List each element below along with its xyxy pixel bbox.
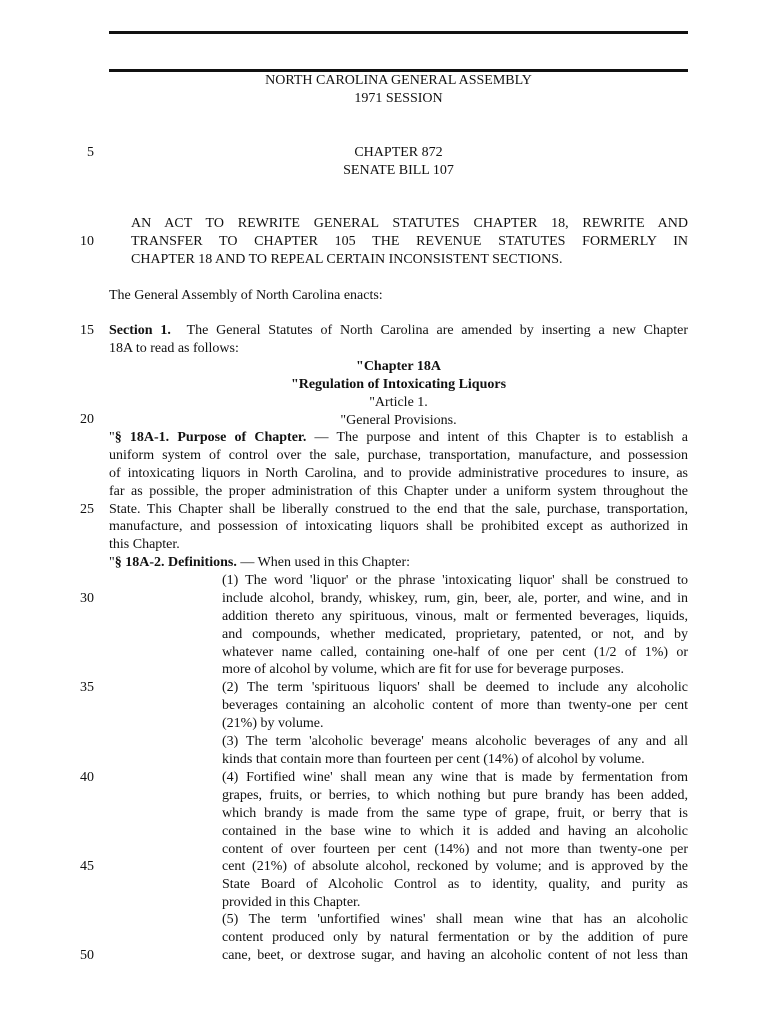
section-18a-1: [109, 429, 688, 572]
definition-line: (4) Fortified wine' shall mean any wine that is made by fermentation from: [222, 770, 688, 785]
definition-item-1: [222, 572, 688, 679]
regulation-heading: "Regulation of Intoxicating Liquors: [290, 376, 507, 392]
top-rule: [109, 31, 688, 34]
line-number: 10: [80, 234, 94, 249]
section-18a-1-line: of intoxicating liquors in North Carolina, and to provide administrative procedures to insure, as: [109, 465, 688, 481]
definition-line: whatever name called, containing one-half of one per cent (1/2 of 1%) or: [222, 644, 688, 660]
definition-line: addition thereto any spirituous, vinous, malt or fermented beverages, liquids,: [222, 608, 688, 624]
definition-line: more of alcohol by volume, which are fit for use for beverage purposes.: [222, 662, 624, 678]
definition-item-5: [222, 911, 688, 965]
section-1: [109, 322, 688, 358]
definition-line: (3) The term 'alcoholic beverage' means alcoholic beverages of any and all: [222, 734, 688, 749]
section-1-line: 18A to read as follows:: [109, 340, 239, 356]
section-18a-1-line: this Chapter.: [109, 537, 180, 553]
section-18a-1-text: — The purpose and intent of this Chapter is to establish a: [306, 430, 689, 445]
session-title: 1971 SESSION: [354, 91, 443, 106]
line-number: 15: [80, 323, 94, 338]
section-1-label: Section 1.: [109, 323, 171, 338]
line-number: 20: [80, 412, 94, 427]
line-number: 25: [80, 502, 94, 517]
line-number: 30: [80, 591, 94, 606]
definition-line: (5) The term 'unfortified wines' shall mean wine that has an alcoholic: [222, 912, 688, 927]
definition-line: grapes, fruits, or berries, to which nothing but pure brandy has been added,: [222, 787, 688, 803]
definition-line: content produced only by natural fermentation or by the addition of pure: [222, 929, 688, 945]
definition-line: (1) The word 'liquor' or the phrase 'intoxicating liquor' shall be construed to: [222, 573, 688, 588]
section-1-text: The General Statutes of North Carolina are amended by inserting a new Chapter: [186, 323, 688, 338]
definition-item-2: [222, 679, 688, 733]
definition-line: (21%) by volume.: [222, 715, 324, 731]
act-title-line: AN ACT TO REWRITE GENERAL STATUTES CHAPTER 18, REWRITE AND: [131, 216, 688, 231]
line-number: 5: [87, 145, 94, 160]
general-provisions-heading: "General Provisions.: [340, 412, 457, 428]
chapter-heading: "Chapter 18A: [356, 359, 441, 374]
assembly-title: NORTH CAROLINA GENERAL ASSEMBLY: [265, 73, 532, 88]
section-18a-1-line: far as possible, the proper administration of this Chapter under a uniform system throughout the: [109, 483, 688, 499]
chapter-title: CHAPTER 872: [354, 145, 443, 160]
quote-mark: ": [109, 555, 115, 571]
definition-line: State Board of Alcoholic Control as to identity, quality, and purity as: [222, 877, 688, 893]
line-number: 40: [80, 770, 94, 785]
line-number: 35: [80, 680, 94, 695]
section-18a-2-line: [109, 554, 688, 572]
enacting-clause: The General Assembly of North Carolina enacts:: [109, 288, 383, 303]
section-18a-1-line: manufacture, and possession of intoxicating liquors shall be prohibited except as authorized in: [109, 519, 688, 535]
definition-line: (2) The term 'spirituous liquors' shall be deemed to include any alcoholic: [222, 680, 688, 695]
definition-line: kinds that contain more than fourteen per cent (14%) of alcohol by volume.: [222, 751, 645, 767]
act-title: [131, 215, 688, 269]
definition-item-4: [222, 769, 688, 912]
section-18a-2-label: § 18A-2. Definitions.: [114, 555, 237, 571]
definition-line: and compounds, whether medicated, proprietary, patented, or not, and by: [222, 626, 688, 642]
definition-item-3: [222, 733, 688, 769]
definition-line: content of over fourteen per cent (14%) and not more than twenty-one per: [222, 841, 688, 857]
definition-line: which brandy is made from the same type of grape, fruit, or berry that is: [222, 805, 688, 821]
chapter-headings: [109, 358, 688, 430]
definition-line: cent (21%) of absolute alcohol, reckoned by volume; and is approved by the: [222, 859, 688, 875]
bill-title: SENATE BILL 107: [343, 163, 454, 178]
section-18a-1-label: § 18A-1. Purpose of Chapter.: [114, 430, 307, 445]
line-number: 50: [80, 948, 94, 963]
definition-line: beverages containing an alcoholic content of more than twenty-one per cent: [222, 697, 688, 713]
section-18a-1-line: uniform system of control over the sale, purchase, transportation, manufacture, and possession: [109, 447, 688, 463]
quote-mark: ": [109, 430, 115, 445]
definition-line: cane, beet, or dextrose sugar, and having an alcoholic content of not less than: [222, 947, 688, 963]
act-title-line: TRANSFER TO CHAPTER 105 THE REVENUE STATUTES FORMERLY IN: [131, 233, 688, 249]
definition-line: contained in the base wine to which it is added and having an alcoholic: [222, 823, 688, 839]
section-1-line: [109, 322, 688, 340]
definition-line: provided in this Chapter.: [222, 895, 361, 911]
definition-line: include alcohol, brandy, whiskey, rum, gin, beer, ale, porter, and wine, and in: [222, 590, 688, 606]
section-18a-1-line: [109, 429, 688, 447]
act-title-line: CHAPTER 18 AND TO REPEAL CERTAIN INCONSISTENT SECTIONS.: [131, 251, 563, 267]
section-18a-2-text: — When used in this Chapter:: [236, 555, 411, 571]
section-18a-1-line: State. This Chapter shall be liberally construed to the end that the sale, purchase, transportation,: [109, 501, 688, 517]
line-number: 45: [80, 859, 94, 874]
article-heading: "Article 1.: [369, 394, 428, 410]
